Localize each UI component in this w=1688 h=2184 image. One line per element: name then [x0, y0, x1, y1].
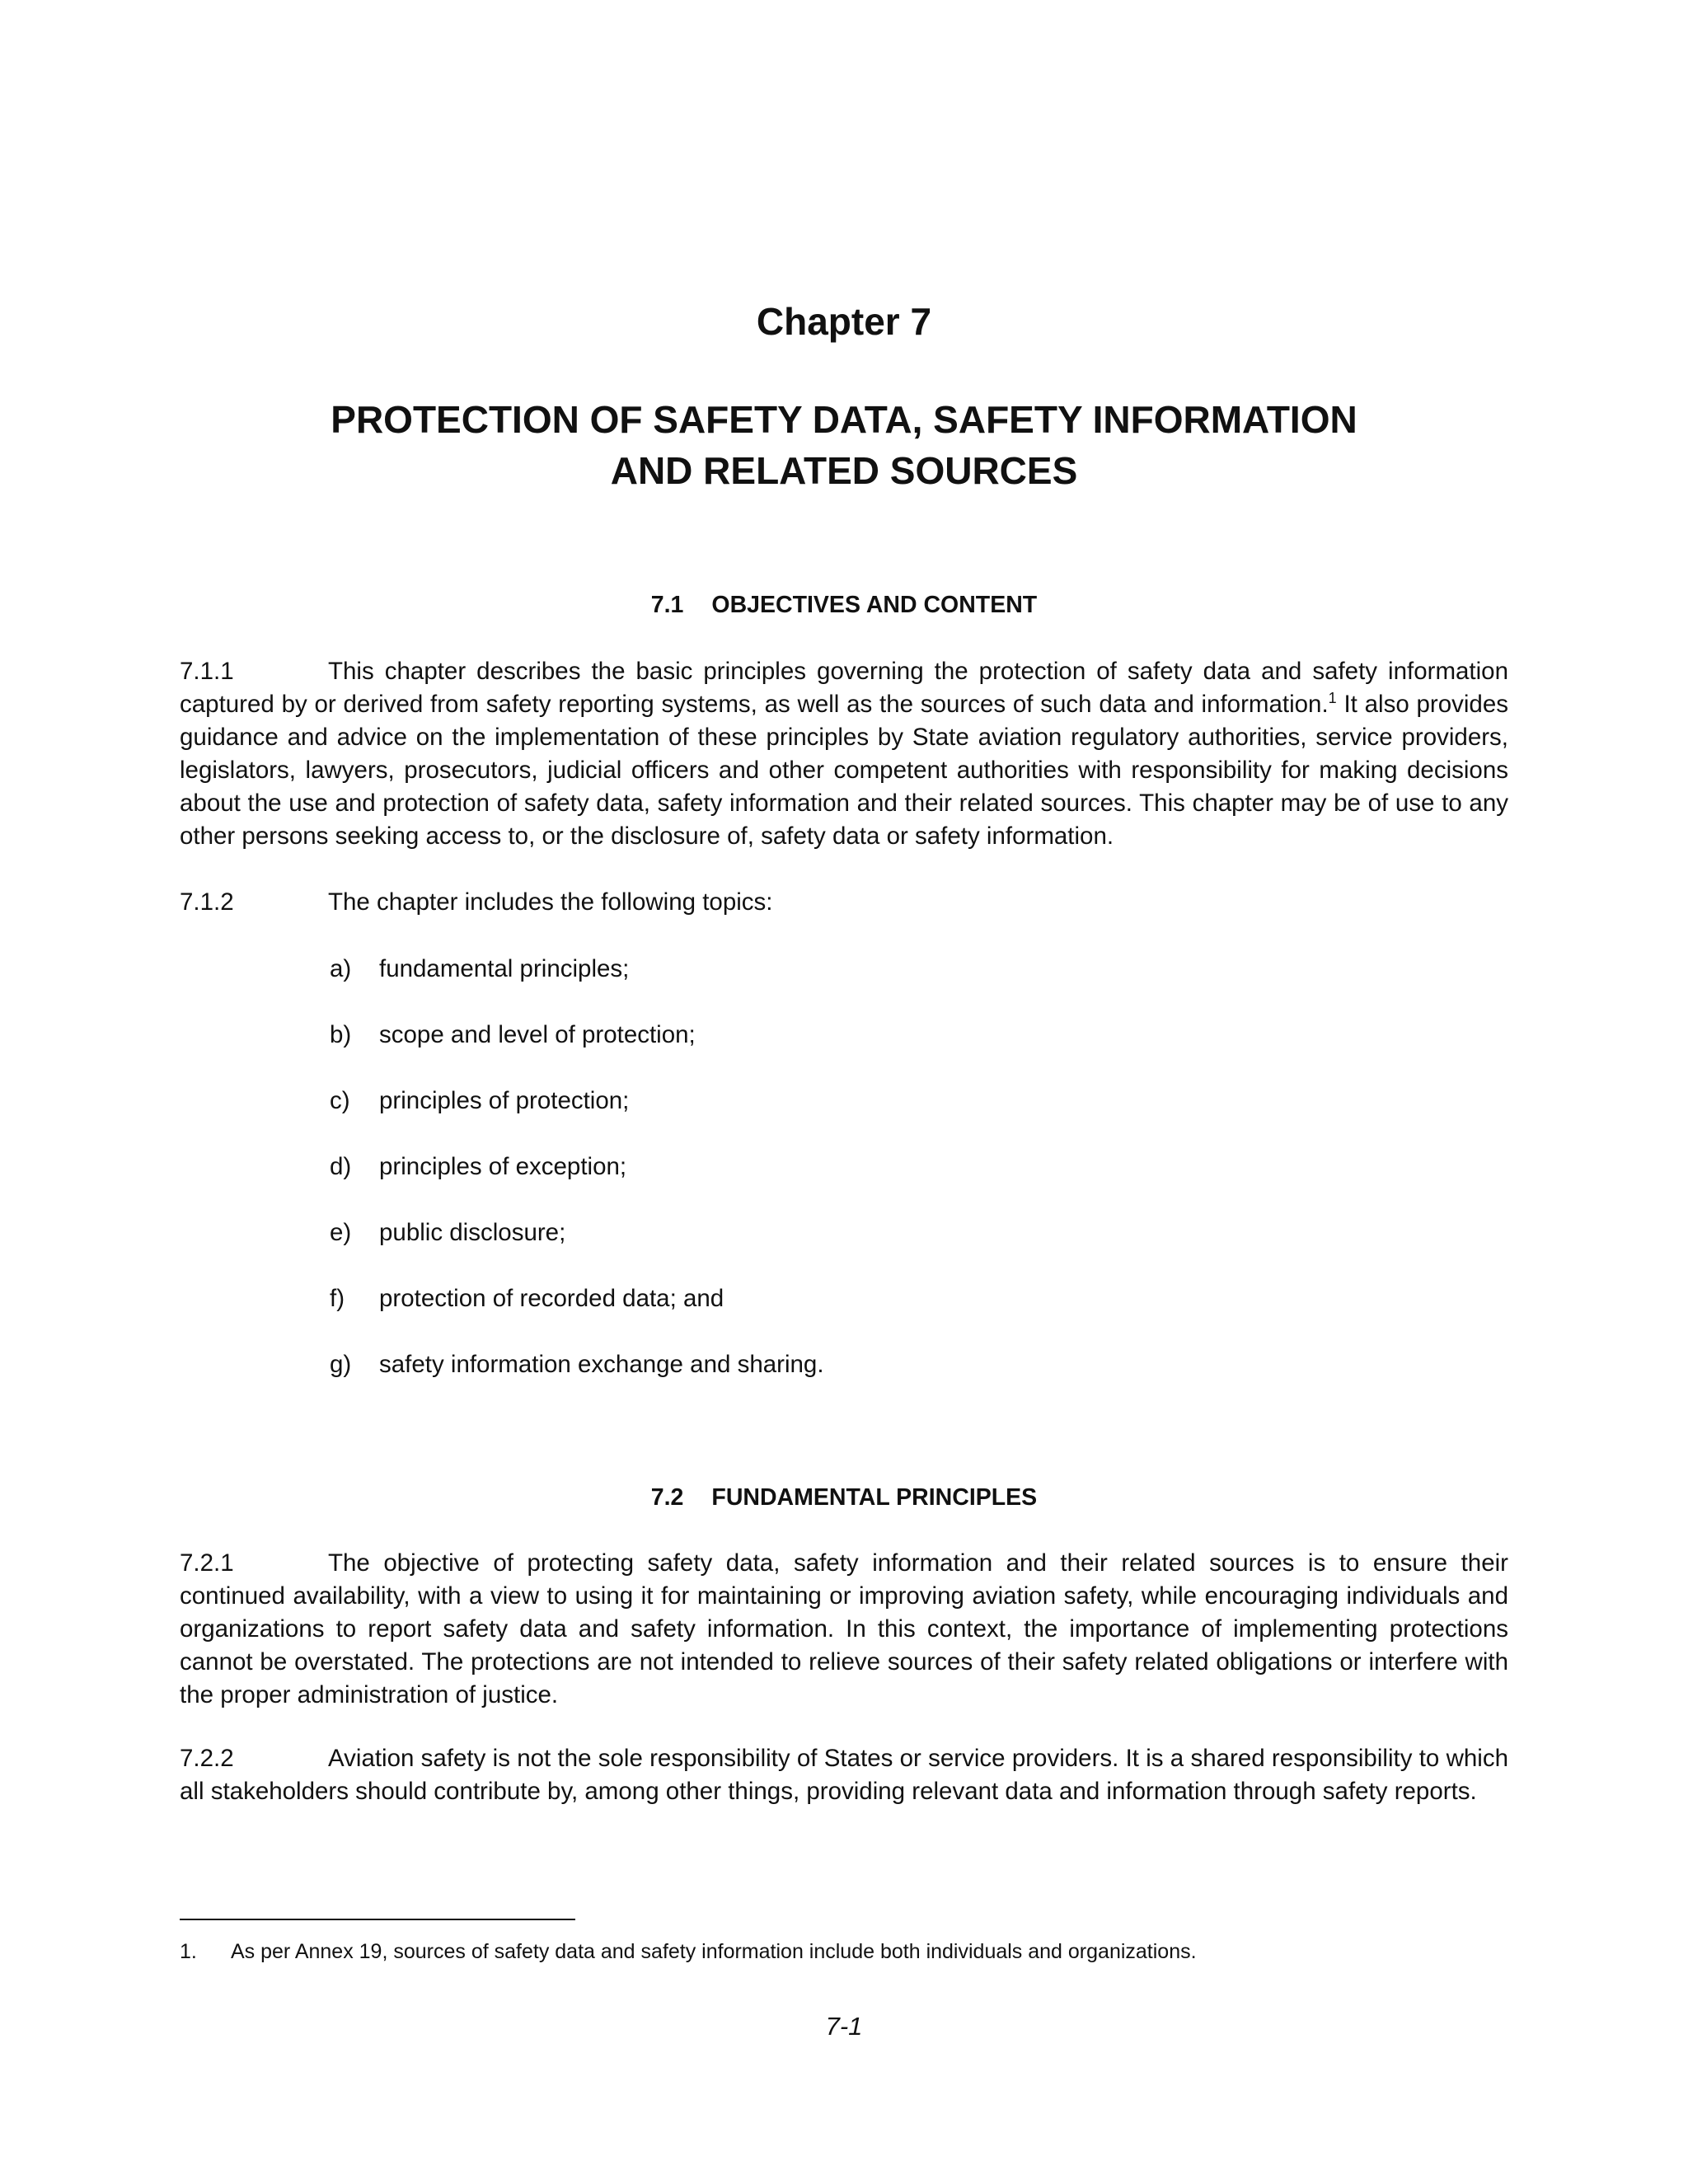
paragraph-text-part-2: It also provides guidance and advice on the implementation of these principles by State aviation regulatory authorities, service providers, legislators, lawyers, prosecutors, judicial officers and other competent authorities with responsibility for making decisions about the use and protection of safety data, safety information and their related sources. This chapter may be of use to any other persons seeking access to, or the disclosure of, safety data or safety information.: [180, 691, 1508, 850]
paragraph-7-2-2: [180, 1742, 1508, 1808]
list-marker: a): [330, 955, 352, 982]
chapter-title-line-1: PROTECTION OF SAFETY DATA, SAFETY INFORMATION: [331, 398, 1357, 441]
list-item: [330, 1151, 626, 1183]
paragraph-7-2-1: [180, 1547, 1508, 1712]
list-item: [330, 954, 629, 985]
list-item: [330, 1283, 724, 1315]
paragraph-text: Aviation safety is not the sole responsibility of States or service providers. It is a shared responsibility to which all stakeholders should contribute by, among other things, providing relevant data and information through safety reports.: [180, 1745, 1508, 1805]
list-item: [330, 1019, 696, 1051]
paragraph-text-part-1: This chapter describes the basic principles governing the protection of safety data and safety information captured by or derived from safety reporting systems, as well as the sources of such data and information.: [180, 658, 1508, 718]
paragraph-text: The objective of protecting safety data, safety information and their related sources is to ensure their continued availability, with a view to using it for maintaining or improving aviation safety, while encouraging individuals and organizations to report safety data and safety information. In this context, the importance of implementing protections cannot be overstated. The protections are not intended to relieve sources of their safety related obligations or interfere with the proper administration of justice.: [180, 1549, 1508, 1708]
list-marker: d): [330, 1153, 352, 1180]
list-item-text: safety information exchange and sharing.: [379, 1351, 824, 1378]
paragraph-7-1-2: [180, 886, 1508, 919]
paragraph-number: 7.1.2: [180, 888, 234, 916]
list-item-text: public disclosure;: [379, 1219, 566, 1246]
chapter-title: [0, 394, 1688, 496]
list-marker: e): [330, 1219, 352, 1246]
list-marker: b): [330, 1021, 352, 1048]
section-number: 7.2: [650, 1484, 684, 1511]
footnote: [180, 1938, 1197, 1965]
chapter-label: Chapter 7: [756, 300, 932, 343]
paragraph-number: 7.2.2: [180, 1745, 234, 1772]
chapter-title-line-2: AND RELATED SOURCES: [610, 449, 1078, 492]
section-heading-7-2: [0, 1483, 1688, 1512]
list-item-text: principles of exception;: [379, 1153, 627, 1180]
page-number: 7-1: [825, 2012, 863, 2041]
section-title: FUNDAMENTAL PRINCIPLES: [711, 1484, 1038, 1511]
footnote-reference: 1: [1328, 690, 1337, 707]
list-item: [330, 1349, 824, 1380]
list-item: [330, 1085, 629, 1117]
footnote-number: 1.: [180, 1940, 197, 1963]
footnote-text: As per Annex 19, sources of safety data and safety information include both individuals and organizations.: [231, 1940, 1197, 1963]
section-title: OBJECTIVES AND CONTENT: [711, 592, 1038, 618]
footnote-divider: [180, 1919, 575, 1920]
paragraph-number: 7.2.1: [180, 1549, 234, 1577]
list-item-text: scope and level of protection;: [379, 1021, 696, 1048]
list-item-text: fundamental principles;: [379, 955, 630, 982]
list-item-text: principles of protection;: [379, 1087, 630, 1114]
list-marker: c): [330, 1087, 350, 1114]
list-marker: g): [330, 1351, 352, 1378]
list-item-text: protection of recorded data; and: [379, 1285, 724, 1312]
paragraph-number: 7.1.1: [180, 658, 234, 685]
section-heading-7-1: [0, 590, 1688, 620]
paragraph-text: The chapter includes the following topics:: [328, 888, 773, 916]
list-item: [330, 1217, 565, 1249]
section-number: 7.1: [650, 592, 684, 618]
list-marker: f): [330, 1285, 345, 1312]
paragraph-7-1-1: [180, 655, 1508, 853]
